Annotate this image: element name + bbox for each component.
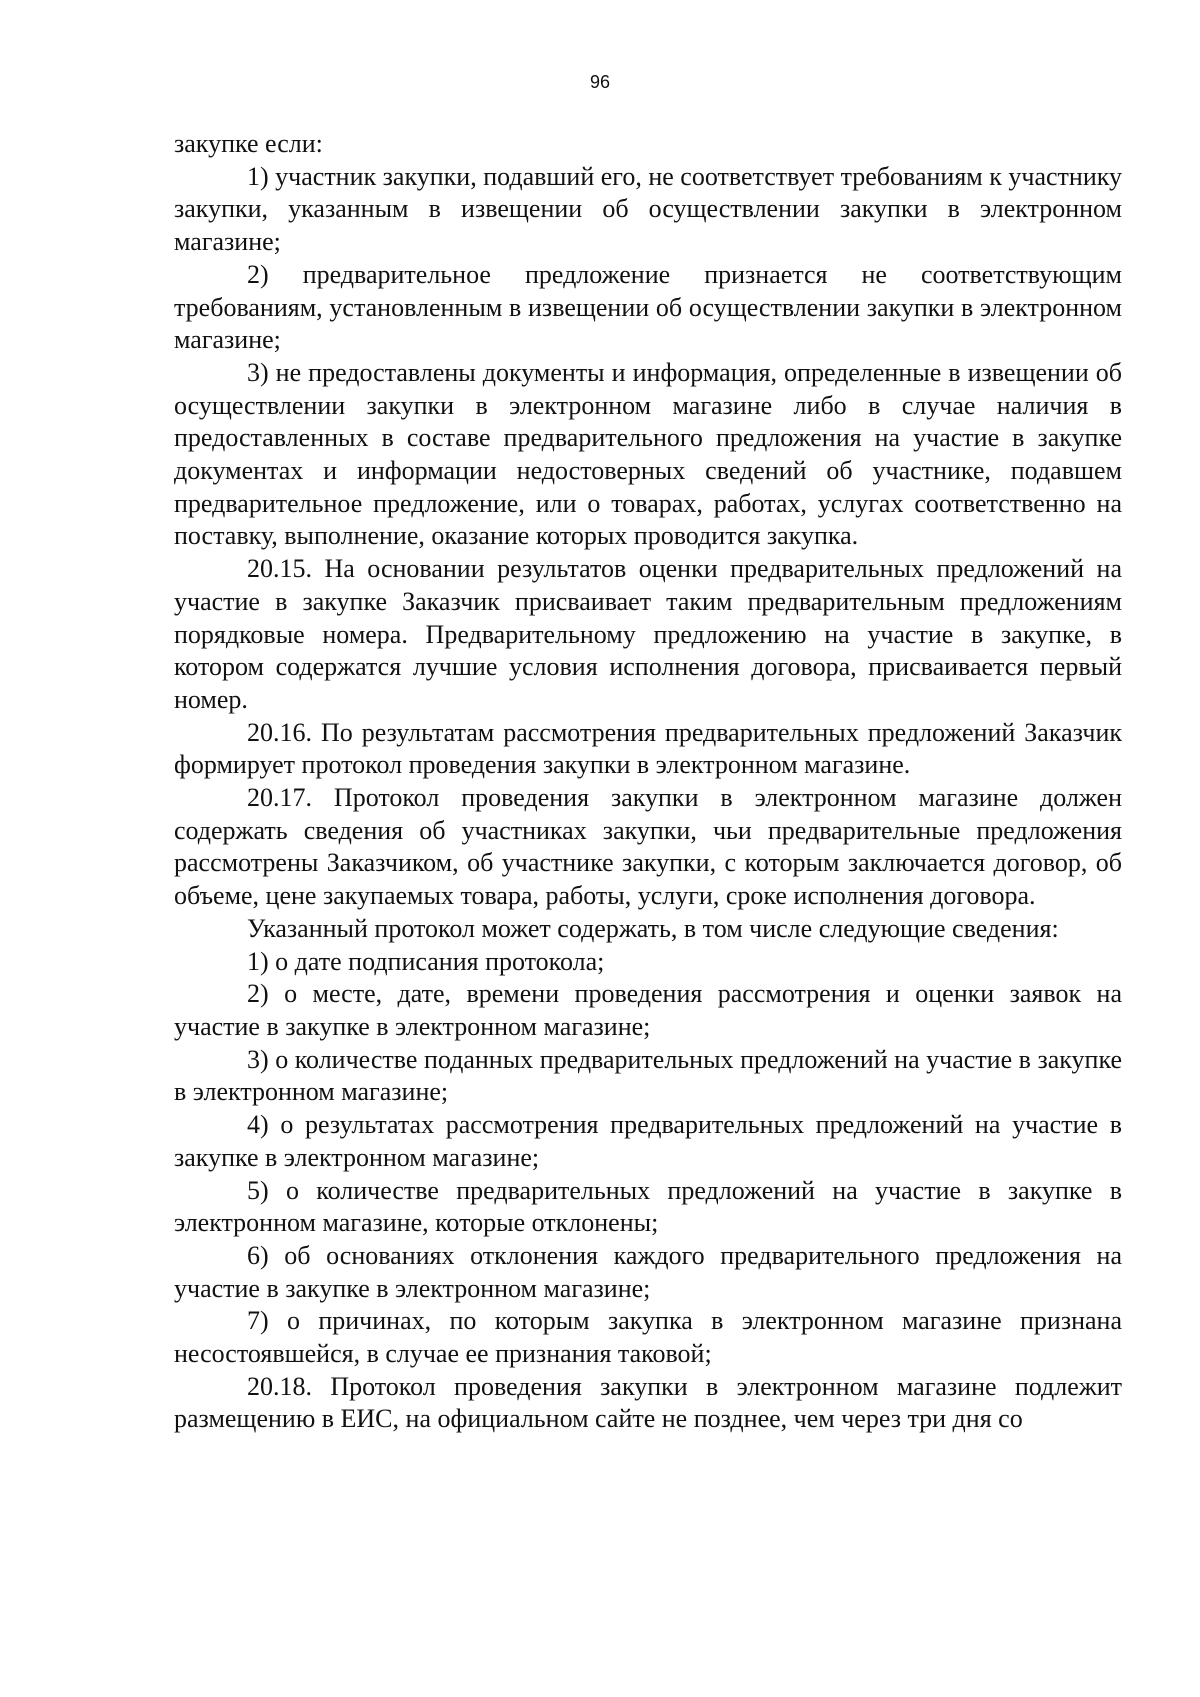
paragraph-item-2: 2) предварительное предложение признается не соответствующим требованиям, установленным в извещении об осуществлении закупки в электронном магазине; [174,259,1122,355]
paragraph-list-item-5: 5) о количестве предварительных предложений на участие в закупке в электронном магазине, которые отклонены; [174,1175,1122,1238]
paragraph-list-item-7: 7) о причинах, по которым закупка в электронном магазине признана несостоявшейся, в случае ее признания таковой; [174,1306,1122,1369]
paragraph-list-item-2: 2) о месте, дате, времени проведения рассмотрения и оценки заявок на участие в закупке в электронном магазине; [174,979,1122,1041]
paragraph-clause-20-18: 20.18. Протокол проведения закупки в электронном магазине подлежит размещению в ЕИС, на официальном сайте не позднее, чем через три дня со [174,1371,1122,1434]
paragraph-clause-20-16: 20.16. По результатам рассмотрения предварительных предложений Заказчик формирует протокол проведения закупки в электронном магазине. [174,717,1122,780]
paragraph-list-item-3: 3) о количестве поданных предварительных предложений на участие в закупке в электронном магазине; [174,1044,1122,1107]
document-body [174,128,1122,1436]
page-number: 96 [589,72,611,92]
paragraph-list-item-1: 1) о дате подписания протокола; [247,946,605,976]
paragraph-protocol-contents-intro: Указанный протокол может содержать, в том числе следующие сведения: [247,913,1059,943]
paragraph-list-item-6: 6) об основаниях отклонения каждого предварительного предложения на участие в закупке в электронном магазине; [174,1240,1122,1303]
paragraph-item-1: 1) участник закупки, подавший его, не соответствует требованиям к участнику закупки, указанным в извещении об осуществлении закупки в электронном магазине; [174,161,1122,257]
paragraph-continuation: закупке если: [174,129,323,158]
paragraph-clause-20-15: 20.15. На основании результатов оценки предварительных предложений на участие в закупке Заказчик присваивает таким предварительным предложениям порядковые номера. Предварительному предложению на участие в закупке, в котором содержатся лучшие условия исполнения договора, присваивается первый номер. [174,554,1122,714]
paragraph-clause-20-17: 20.17. Протокол проведения закупки в электронном магазине должен содержать сведения об участниках закупки, чьи предварительные предложения рассмотрены Заказчиком, об участнике закупки, с которым заключается договор, об объеме, цене закупаемых товара, работы, услуги, сроке исполнения договора. [174,783,1122,911]
paragraph-item-3: 3) не предоставлены документы и информация, определенные в извещении об осуществлении закупки в электронном магазине либо в случае наличия в предоставленных в составе предварительного предложения на участие в закупке документах и информации недостоверных сведений об участнике, подавшем предварительное предложение, или о товарах, работах, услугах соответственно на поставку, выполнение, оказание которых проводится закупка. [174,357,1122,551]
paragraph-list-item-4: 4) о результатах рассмотрения предварительных предложений на участие в закупке в электронном магазине; [174,1110,1122,1172]
